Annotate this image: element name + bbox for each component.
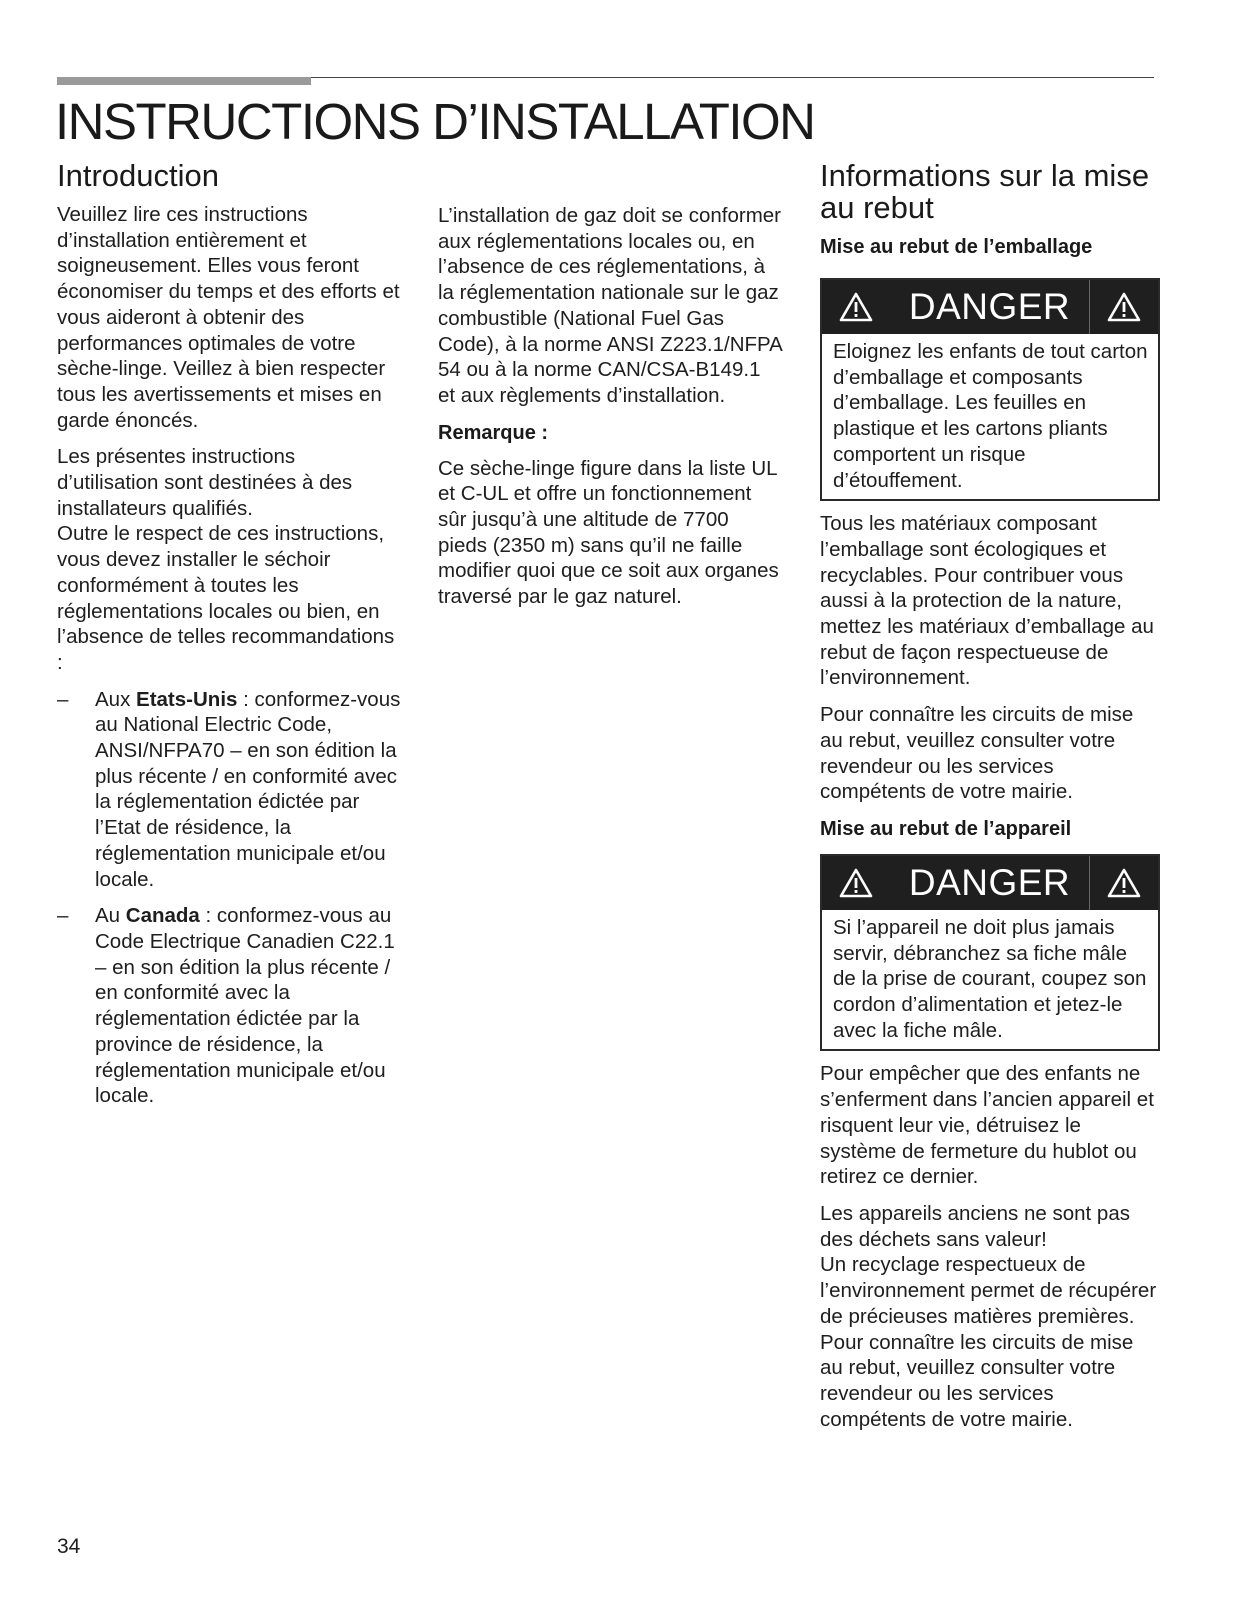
- regulation-list: [57, 687, 402, 1109]
- warning-triangle-icon: [822, 280, 890, 334]
- packaging-paragraph: Tous les matériaux composant l’emballage sont écologiques et recyclables. Pour contribuer vous aussi à la protection de la nature, mettez les matériaux d’emballage au rebut de façon respectueuse de l’environnement.: [820, 512, 1154, 690]
- appliance-subheading: Mise au rebut de l’appareil: [820, 817, 1072, 840]
- page-number: 34: [57, 1535, 81, 1558]
- danger-header: [822, 280, 1158, 334]
- disposal-heading: Informations sur la mise au rebut: [820, 158, 1150, 225]
- note-heading: Remarque :: [438, 421, 549, 444]
- packaging-subheading: Mise au rebut de l’emballage: [820, 236, 1093, 258]
- introduction-heading: Introduction: [57, 158, 219, 193]
- danger-box-appliance: [820, 854, 1160, 1052]
- list-item-text: : conformez-vous au Code Electrique Canadien C22.1 – en son édition la plus récente / en conformité avec la réglementation édictée par la province de résidence, la réglementation municipale et/ou locale.: [95, 904, 395, 1108]
- appliance-paragraph: Pour connaître les circuits de mise au rebut, veuillez consulter votre revendeur ou les services compétents de votre mairie.: [820, 1330, 1134, 1431]
- danger-body: [822, 910, 1158, 1050]
- danger-box-packaging: [820, 278, 1160, 501]
- gas-installation-section: [438, 203, 783, 621]
- intro-paragraph: Outre le respect de ces instructions, vous devez installer le séchoir conformément à toutes les réglementations locales ou bien, en l’absence de telles recommandations :: [57, 522, 395, 674]
- list-item: [57, 903, 402, 1109]
- list-dash: –: [57, 904, 69, 928]
- page-title: INSTRUCTIONS D’INSTALLATION: [55, 93, 815, 150]
- introduction-section: [57, 160, 402, 1120]
- list-item-prefix: Au: [95, 904, 126, 928]
- list-item-prefix: Aux: [95, 687, 137, 711]
- appliance-paragraph: Pour empêcher que des enfants ne s’enferment dans l’ancien appareil et risquent leur vie, détruisez le système de fermeture du hublot ou retirez ce dernier.: [820, 1062, 1154, 1189]
- disposal-section: [820, 160, 1160, 1443]
- warning-triangle-icon: [1089, 856, 1158, 910]
- danger-text: Eloignez les enfants de tout carton d’emballage et composants d’emballage. Les feuilles en plastique et les cartons pliants comportent un risque d’étouffement.: [833, 340, 1148, 492]
- list-item-country: Canada: [125, 904, 200, 928]
- danger-text: Si l’appareil ne doit plus jamais servir, débranchez sa fiche mâle de la prise de courant, coupez son cordon d’alimentation et jetez-le avec la fiche mâle.: [833, 915, 1147, 1042]
- warning-triangle-icon: [1089, 280, 1158, 334]
- intro-paragraph: Les présentes instructions d’utilisation sont destinées à des installateurs qualifiés.: [57, 445, 353, 520]
- appliance-paragraph: Les appareils anciens ne sont pas des déchets sans valeur!: [820, 1201, 1130, 1251]
- danger-header: [822, 856, 1158, 910]
- intro-paragraph: Veuillez lire ces instructions d’installation entièrement et soigneusement. Elles vous feront économiser du temps et des efforts et vous aideront à obtenir des performances optimales de votre sèche-linge. Veillez à bien respecter tous les avertissements et mises en garde énoncés.: [57, 203, 400, 432]
- list-item: [57, 687, 402, 893]
- warning-triangle-icon: [822, 856, 890, 910]
- packaging-paragraph: Pour connaître les circuits de mise au rebut, veuillez consulter votre revendeur ou les services compétents de votre mairie.: [820, 703, 1134, 804]
- note-paragraph: Ce sèche-linge figure dans la liste UL et C-UL et offre un fonctionnement sûr jusqu’à une altitude de 7700 pieds (2350 m) sans qu’il ne faille modifier quoi que ce soit aux organes traversé par le gaz naturel.: [438, 456, 779, 609]
- appliance-paragraph: Un recyclage respectueux de l’environnement permet de récupérer de précieuses matières premières.: [820, 1253, 1157, 1328]
- gas-paragraph: L’installation de gaz doit se conformer aux réglementations locales ou, en l’absence de ces réglementations, à la réglementation nationale sur le gaz combustible (National Fuel Gas Code), à la norme ANSI Z223.1/NFPA 54 ou à la norme CAN/CSA-B149.1 et aux règlements d’installation.: [438, 204, 782, 407]
- list-item-country: Etats-Unis: [136, 687, 238, 711]
- danger-label: DANGER: [908, 861, 1071, 903]
- list-item-text: : conformez-vous au National Electric Code, ANSI/NFPA70 – en son édition la plus récente / en conformité avec la réglementation édictée par l’Etat de résidence, la réglementation municipale et/ou locale.: [95, 687, 401, 891]
- danger-body: [822, 334, 1158, 499]
- danger-label: DANGER: [908, 286, 1071, 327]
- header-accent-bar: [57, 77, 311, 85]
- list-dash: –: [57, 687, 69, 711]
